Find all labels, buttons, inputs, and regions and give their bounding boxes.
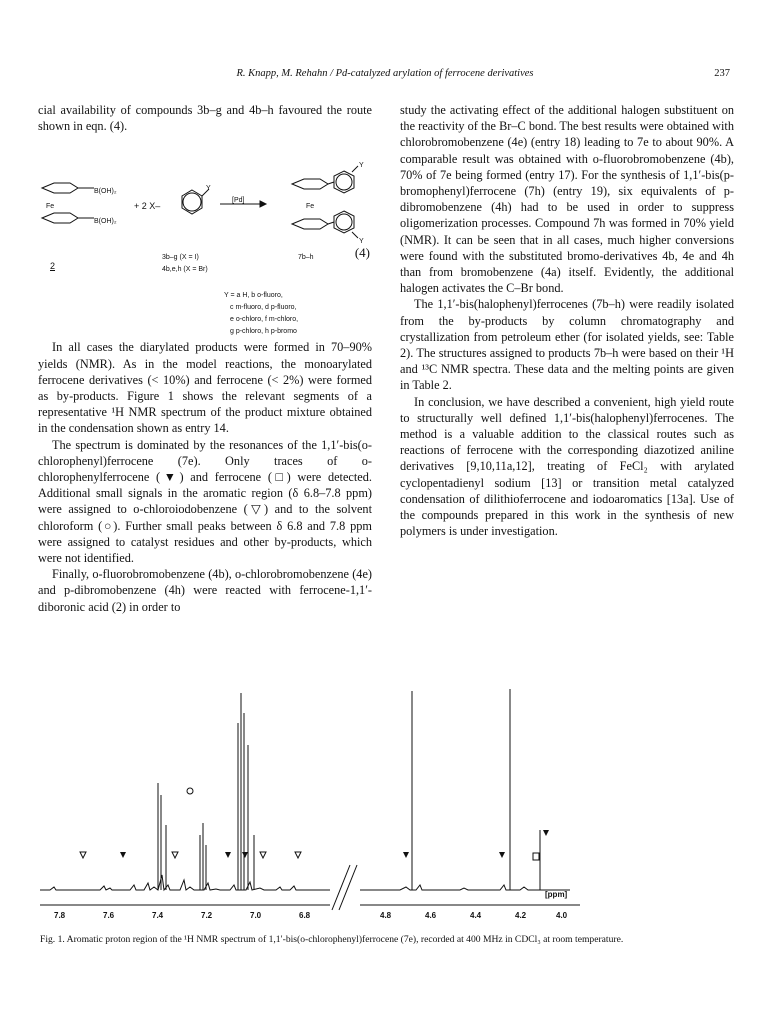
catalyst-label: [Pd] — [232, 197, 245, 205]
figure-caption: Fig. 1. Aromatic proton region of the ¹H NMR spectrum of 1,1′-bis(o-chlorophenyl)ferrocene (7e), recorded at 400 MHz in CDCl₃ at room temperature. — [40, 934, 624, 945]
running-head: R. Knapp, M. Rehahn / Pd-catalyzed arylation of ferrocene derivatives — [236, 68, 534, 79]
o-chlorophenylferrocene-marker — [120, 852, 126, 858]
boronic-acid-bottom-label: B(OH)₂ — [94, 218, 117, 226]
nmr-spectrum — [40, 685, 740, 930]
page-number: 237 — [714, 68, 730, 79]
tick-label: 4.6 — [425, 911, 437, 920]
right-column — [400, 102, 734, 539]
boronic-acid-top-label: B(OH)₂ — [94, 188, 117, 196]
substituent-legend-4: g p-chloro, h p-bromo — [230, 328, 297, 336]
tick-label: 7.4 — [152, 911, 164, 920]
o-chlorophenylferrocene-marker — [242, 852, 248, 858]
product-y-label-bottom: Y — [359, 238, 364, 246]
compound-3-label: 3b–g (X = I) — [162, 254, 199, 262]
tick-label: 7.0 — [250, 911, 262, 920]
tick-label: 7.6 — [103, 911, 115, 920]
tick-label: 4.0 — [556, 911, 568, 920]
tick-label: 6.8 — [299, 911, 311, 920]
product-fe-label: Fe — [306, 203, 315, 211]
o-chloroiodobenzene-marker — [260, 852, 266, 858]
paragraph: study the activating effect of the additional halogen substituent on the reactivity of the Br–C bond. The best results were obtained with chlorobromobenzene (4e) (entry 18) leading to 7e to about 90%. A comparable result was obtained with o-fluorobromobenzene (4b), 70% of 7e being formed (entry 17). For the synthesis of 1,1′-bis(p-bromophenyl)ferrocene (7h) (entry 19), six equivalents of p-dibromobenzene (4h) had to be used in order to suppress oligomerization processes. Compound 7h was formed in 70% yield (NMR). It can be seen that in all cases, much higher conversions were found with the substituted bromo-derivatives 4b, 4e and 4h than from bromobenzene (4a) itself. Evidently, the additional halogen activates the C–Br bond. — [400, 103, 734, 296]
reagent-label: + 2 X– — [134, 201, 161, 212]
substituent-legend-2: c m-fluoro, d p-fluoro, — [230, 304, 297, 312]
paragraph: Finally, o-fluorobromobenzene (4b), o-chlorobromobenzene (4e) and p-dibromobenzene (4h) were reacted with ferrocene-1,1′-diboronic acid (2) in order to — [38, 567, 372, 614]
paragraph: The 1,1′-bis(halophenyl)ferrocenes (7b–h) were readily isolated from the by-products by column chromatography and crystallization from petroleum ether (for isolated yields, see: Table 2). The structures assigned to products 7b–h were based on their ¹H and ¹³C NMR spectra. These data and the melting points are given in Table 2. — [400, 297, 734, 393]
tick-label: 4.4 — [470, 911, 482, 920]
tick-label: 7.8 — [54, 911, 66, 920]
substituent-legend-1: Y = a H, b o-fluoro, — [224, 292, 283, 300]
reaction-scheme-drawing — [38, 134, 372, 339]
tick-label: 7.2 — [201, 911, 213, 920]
right-axis-ticks — [360, 911, 600, 923]
paragraph: The spectrum is dominated by the resonances of the 1,1′-bis(o-chlorophenyl)ferrocene (7e). Only traces of o-chlorophenylferrocene (▼) and ferrocene (□) were detected. Additional small signals in the aromatic region (δ 6.8–7.8 ppm) were assigned to o-chloroiodobenzene (▽) and to the solvent chloroform (○). Further small peaks between δ 6.8 and 7.8 ppm were assigned to catalyst residues and other by-products, which were not identified. — [38, 437, 372, 566]
compound-4-label: 4b,e,h (X = Br) — [162, 266, 208, 274]
left-column — [38, 102, 372, 615]
o-chloroiodobenzene-marker — [295, 852, 301, 858]
spectrum-trace-aromatic — [40, 875, 330, 890]
paragraph: In all cases the diarylated products were formed in 70–90% yields (NMR). As in the model reactions, the monoarylated ferrocene derivatives (< 10%) and ferrocene (< 2%) were formed as by-products. Figure 1 shows the relevant segments of a representative ¹H NMR spectrum of the product mixture obtained in the condensation shown as entry 14. — [38, 340, 372, 436]
tick-label: 4.8 — [380, 911, 392, 920]
compound-7-label: 7b–h — [298, 254, 314, 262]
nmr-spectrum-figure — [40, 685, 740, 930]
reaction-scheme — [38, 134, 372, 339]
spectrum-trace-ferrocene — [360, 885, 570, 890]
o-chloroiodobenzene-marker — [172, 852, 178, 858]
compound-2-label: 2 — [50, 261, 56, 272]
o-chlorophenylferrocene-marker — [499, 852, 505, 858]
o-chlorophenylferrocene-marker — [543, 830, 549, 836]
o-chlorophenylferrocene-marker — [225, 852, 231, 858]
left-axis-ticks — [40, 911, 340, 923]
paragraph: In conclusion, we have described a convenient, high yield route to structurally well defined 1,1′-bis(halophenyl)ferrocenes. The method is a valuable addition to the classical routes such as reactions of ferrocene with the corresponding diazotized aniline derivatives [9,10,11a,12], treating of FeCl₂ with arylated cyclopentadienyl sodium [13] or transition metal catalyzed condensation of dilithioferrocene and iodoaromatics [13a]. Use of the compounds prepared in this work in the synthesis of new polymers is under investigation. — [400, 394, 734, 539]
paragraph: cial availability of compounds 3b–g and 4b–h favoured the route shown in eqn. (4). — [38, 103, 372, 134]
o-chlorophenylferrocene-marker — [403, 852, 409, 858]
chloroform-marker — [187, 788, 193, 794]
o-chloroiodobenzene-marker — [80, 852, 86, 858]
ppm-unit-label: [ppm] — [545, 890, 568, 899]
substituent-legend-3: e o-chloro, f m-chloro, — [230, 316, 299, 324]
equation-number: (4) — [354, 245, 370, 261]
ferrocene-marker — [533, 853, 539, 860]
product-y-label-top: Y — [359, 162, 364, 170]
tick-label: 4.2 — [515, 911, 527, 920]
fe-label: Fe — [46, 203, 55, 211]
y-label: Y — [206, 185, 211, 193]
